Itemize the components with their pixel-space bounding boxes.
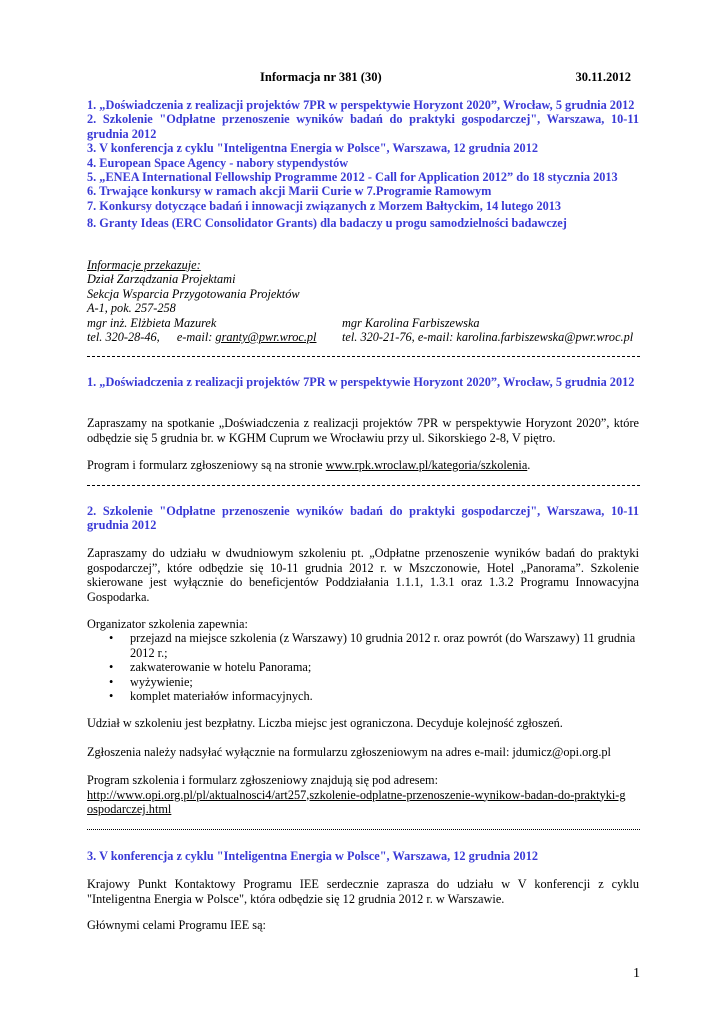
program-address-text: Program szkolenia i formularz zgłoszeniowy znajdują się pod adresem:: [87, 773, 439, 787]
toc-item: 8. Granty Ideas (ERC Consolidator Grants) dla badaczy u progu samodzielności badawczej: [87, 216, 567, 231]
section-divider: [87, 485, 640, 486]
opi-link[interactable]: http://www.opi.org.pl/pl/aktualnosci4/art257,szkolenie-odplatne-przenoszenie-wynikow-badan-do-praktyki-gospodarczej.html: [87, 787, 626, 816]
section-2-free-participation: Udział w szkoleniu jest bezpłatny. Liczba miejsc jest ograniczona. Decyduje kolejność zgłoszeń.: [87, 716, 563, 730]
bullet-icon: •: [109, 689, 114, 703]
contact-email-label: e-mail:: [176, 330, 213, 345]
section-2-registration: Zgłoszenia należy nadsyłać wyłącznie na formularzu zgłoszeniowym na adres e-mail: jdumicz@opi.org.pl: [87, 745, 611, 759]
organizer-provides-list: [87, 631, 639, 704]
contact-person-1: mgr inż. Elżbieta Mazurek: [87, 315, 217, 330]
toc-item: 2. Szkolenie "Odpłatne przenoszenie wyników badań do praktyki gospodarczej", Warszawa, 10-11 grudnia 2012: [87, 112, 639, 141]
program-text: Program i formularz zgłoszeniowy są na stronie: [87, 458, 326, 472]
section-1-program-line: [87, 458, 639, 473]
section-1-paragraph: Zapraszamy na spotkanie „Doświadczenia z realizacji projektów 7PR w perspektywie Horyzont 2020”, które odbędzie się 5 grudnia br. w KGHM Cuprum we Wrocławiu przy ul. Sikorskiego 2-8, V piętro.: [87, 416, 639, 445]
section-1-title: 1. „Doświadczenia z realizacji projektów 7PR w perspektywie Horyzont 2020”, Wrocław, 5 grudnia 2012: [87, 375, 635, 389]
contact-block: [87, 258, 647, 344]
list-item: • wyżywienie;: [109, 674, 193, 689]
section-2-program-address: [87, 773, 639, 817]
contact-persons: [87, 316, 647, 330]
section-divider: [87, 356, 640, 357]
contact-section: Sekcja Wsparcia Przygotowania Projektów: [87, 286, 300, 301]
bullet-icon: •: [109, 631, 114, 645]
toc-item: 5. „ENEA International Fellowship Programme 2012 - Call for Application 2012” do 18 stycznia 2013: [87, 170, 618, 185]
contact-dept: Dział Zarządzania Projektami: [87, 272, 236, 287]
contact-tel-email-2: tel. 320-21-76, e-mail: karolina.farbiszewska@pwr.wroc.pl: [342, 330, 634, 345]
section-2-paragraph: Zapraszamy do udziału w dwudniowym szkoleniu pt. „Odpłatne przenoszenie wyników badań do praktyki gospodarczej”, które odbędzie się 10-11 grudnia 2012 r. w Mszczonowie, Hotel „Panorama”. Szkolenie skierowane jest wyłącznie do beneficjentów Poddziałania 1.1.1, 1.3.1 oraz 1.3.2 Programu Innowacyjna Gospodarka.: [87, 546, 639, 604]
rpk-link[interactable]: www.rpk.wroclaw.pl/kategoria/szkolenia: [325, 458, 528, 472]
page-number: 1: [633, 966, 640, 981]
section-3-paragraph: Krajowy Punkt Kontaktowy Programu IEE serdecznie zaprasza do udziału w V konferencji z cyklu "Inteligentna Energia w Polsce", która odbędzie się 12 grudnia 2012 r. w Warszawie.: [87, 877, 639, 906]
section-3-title: 3. V konferencja z cyklu "Inteligentna Energia w Polsce", Warszawa, 12 grudnia 2012: [87, 849, 538, 863]
contact-email-1-link[interactable]: granty@pwr.wroc.pl: [215, 330, 317, 345]
list-item: • zakwaterowanie w hotelu Panorama;: [109, 660, 312, 674]
list-item: • komplet materiałów informacyjnych.: [109, 689, 313, 703]
bullet-icon: •: [109, 660, 114, 674]
contact-room: A-1, pok. 257-258: [87, 301, 176, 316]
section-2-organizer-intro: Organizator szkolenia zapewnia:: [87, 617, 248, 631]
toc-item: 7. Konkursy dotyczące badań i innowacji związanych z Morzem Bałtyckim, 14 lutego 2013: [87, 198, 562, 213]
contact-tel-1: tel. 320-28-46,: [87, 330, 160, 345]
contact-intro: Informacje przekazuje:: [87, 258, 201, 272]
bullet-icon: •: [109, 674, 114, 689]
section-2-title: 2. Szkolenie "Odpłatne przenoszenie wyników badań do praktyki gospodarczej", Warszawa, 10-11 grudnia 2012: [87, 504, 639, 533]
toc-item: 6. Trwające konkursy w ramach akcji Marii Curie w 7.Programie Ramowym: [87, 184, 492, 199]
bulletin-date: 30.11.2012: [575, 70, 631, 84]
toc-item: 4. European Space Agency - nabory stypendystów: [87, 155, 349, 170]
bulletin-title: Informacja nr 381 (30): [260, 70, 382, 84]
list-item: • przejazd na miejsce szkolenia (z Warszawy) 10 grudnia 2012 r. oraz powrót (do Warszawy) 11 grudnia 2012 r.;: [109, 631, 636, 660]
table-of-contents: [87, 98, 639, 231]
section-3-goals-intro: Głównymi celami Programu IEE są:: [87, 918, 266, 932]
contact-phones: [87, 330, 647, 344]
section-divider: [87, 829, 640, 830]
toc-item: 1. „Doświadczenia z realizacji projektów 7PR w perspektywie Horyzont 2020”, Wrocław, 5 grudnia 2012: [87, 98, 635, 112]
contact-person-2: mgr Karolina Farbiszewska: [342, 315, 480, 330]
toc-item: 3. V konferencja z cyklu "Inteligentna Energia w Polsce", Warszawa, 12 grudnia 2012: [87, 141, 538, 156]
period: .: [527, 458, 531, 472]
